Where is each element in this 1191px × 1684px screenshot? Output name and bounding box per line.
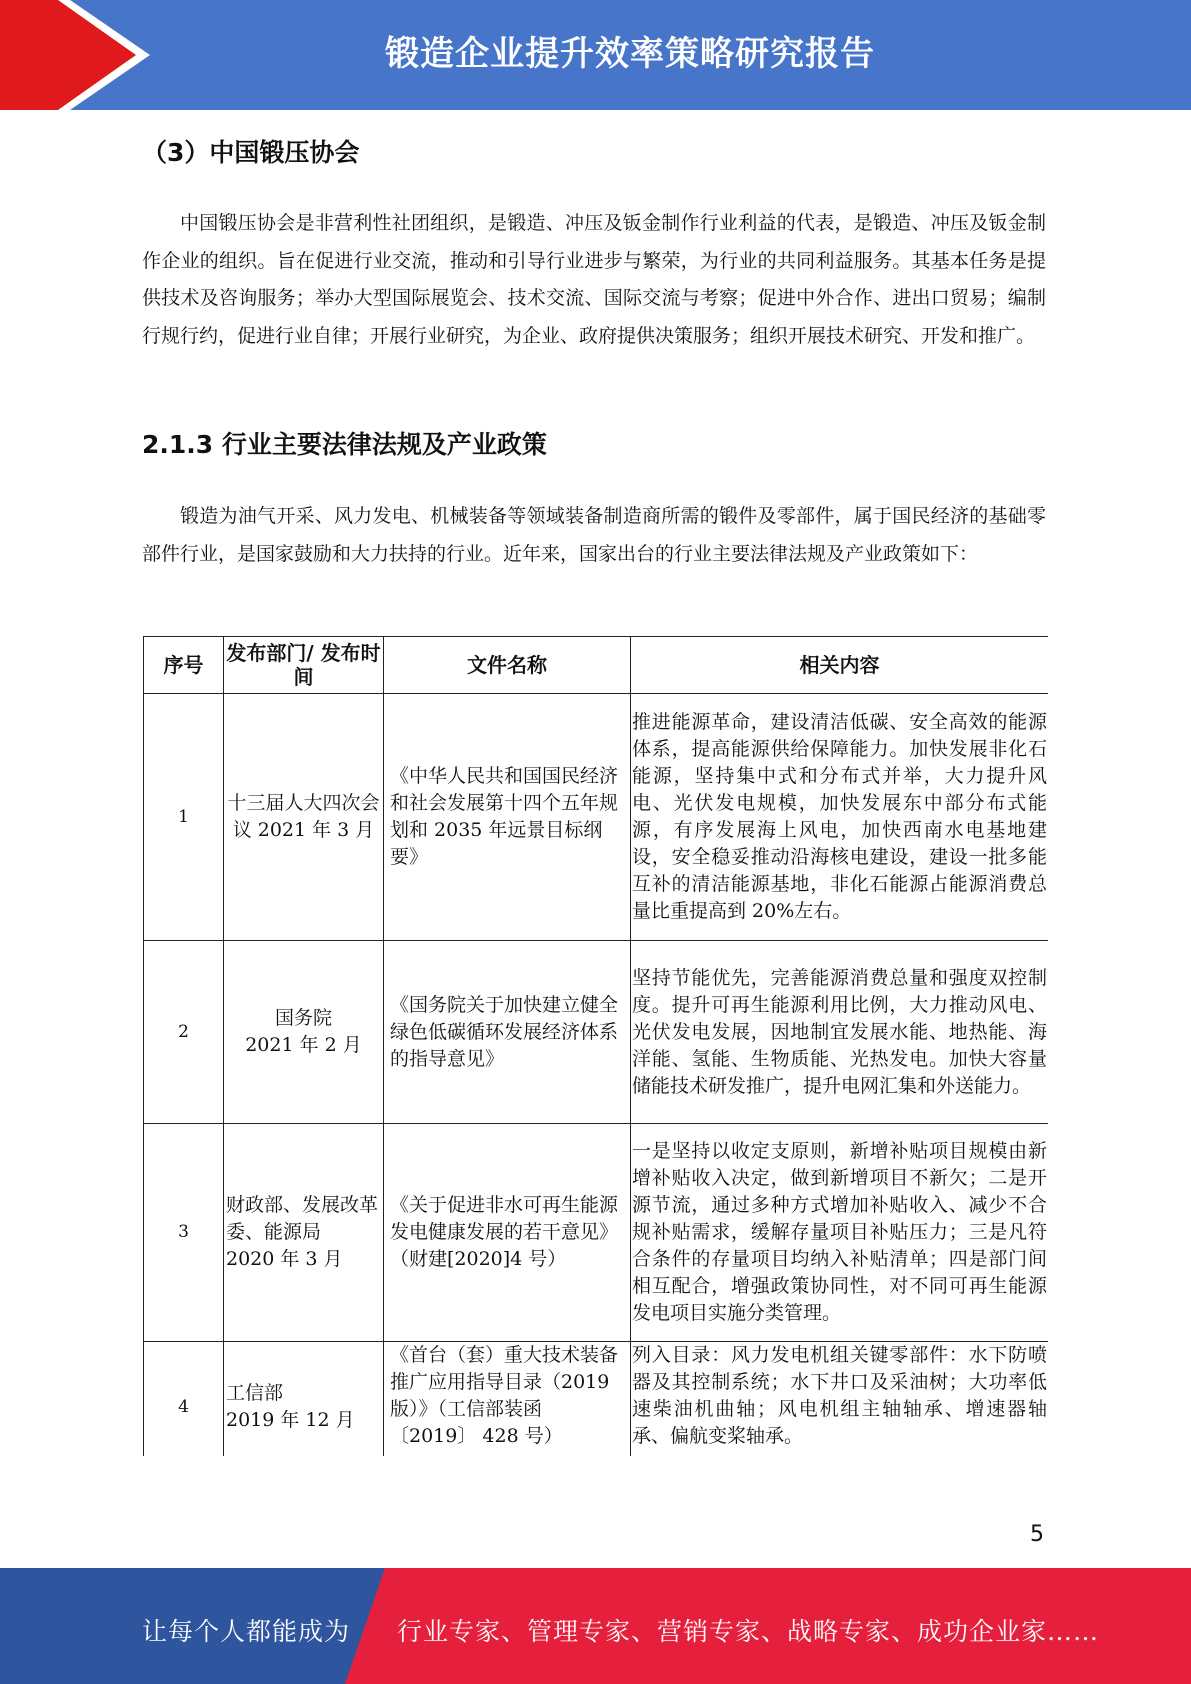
section-heading: （3）中国锻压协会 <box>142 138 360 167</box>
header-banner <box>0 0 1191 110</box>
row-content: 一是坚持以收定支原则，新增补贴项目规模由新增补贴收入决定，做到新增项目不新欠；二是开源节流，通过多种方式增加补贴收入、减少不合规补贴需求，缓解存量项目补贴压力；三是凡符合条件的存量项目均纳入补贴清单；四是部门间相互配合，增强政策协同性，对不同可再生能源发电项目实施分类管理。 <box>631 1124 1049 1342</box>
row-no: 1 <box>144 694 224 941</box>
policy-table-wrapper <box>143 636 1048 1456</box>
row-dept: 国务院 2021 年 2 月 <box>224 941 384 1124</box>
table-row <box>144 941 1049 1124</box>
subsection-paragraph: 锻造为油气开采、风力发电、机械装备等领域装备制造商所需的锻件及零部件，属于国民经济的基础零部件行业，是国家鼓励和大力扶持的行业。近年来，国家出台的行业主要法律法规及产业政策如下： <box>142 505 1046 565</box>
row-no: 2 <box>144 941 224 1124</box>
table-row <box>144 1124 1049 1342</box>
row-dept: 财政部、发展改革委、能源局 2020 年 3 月 <box>224 1124 384 1342</box>
report-title: 锻造企业提升效率策略研究报告 <box>385 34 875 74</box>
policy-table <box>143 636 1048 1456</box>
table-header-row <box>144 637 1049 694</box>
col-header-content: 相关内容 <box>631 637 1049 694</box>
footer-slogan-left: 让每个人都能成为 <box>142 1617 351 1646</box>
row-dept: 十三届人大四次会议 2021 年 3 月 <box>224 694 384 941</box>
row-dept: 工信部 2019 年 12 月 <box>224 1342 384 1457</box>
row-content: 推进能源革命，建设清洁低碳、安全高效的能源体系，提高能源供给保障能力。加快发展非化石能源，坚持集中式和分布式并举，大力提升风电、光伏发电规模，加快发展东中部分布式能源，有序发展海上风电，加快西南水电基地建设，安全稳妥推动沿海核电建设，建设一批多能互补的清洁能源基地，非化石能源占能源消费总量比重提高到 20%左右。 <box>631 694 1049 941</box>
col-header-dept: 发布部门/ 发布时间 <box>224 637 384 694</box>
row-no: 3 <box>144 1124 224 1342</box>
col-header-no: 序号 <box>144 637 224 694</box>
row-no: 4 <box>144 1342 224 1457</box>
subsection-heading: 2.1.3 行业主要法律法规及产业政策 <box>142 430 547 459</box>
page-number: 5 <box>1030 1522 1044 1547</box>
table-row <box>144 694 1049 941</box>
footer-banner <box>0 1568 1191 1684</box>
row-content: 列入目录：风力发电机组关键零部件：水下防喷器及其控制系统；水下井口及采油树；大功率低速柴油机曲轴；风电机组主轴轴承、增速器轴承、偏航变桨轴承。 <box>631 1342 1049 1457</box>
row-doc: 《中华人民共和国国民经济和社会发展第十四个五年规划和 2035 年远景目标纲要》 <box>384 694 631 941</box>
row-content: 坚持节能优先，完善能源消费总量和强度双控制度。提升可再生能源利用比例，大力推动风电、光伏发电发展，因地制宜发展水能、地热能、海洋能、氢能、生物质能、光热发电。加快大容量储能技术研发推广，提升电网汇集和外送能力。 <box>631 941 1049 1124</box>
footer-slogan-right: 行业专家、管理专家、营销专家、战略专家、成功企业家…… <box>397 1617 1100 1646</box>
row-doc: 《关于促进非水可再生能源发电健康发展的若干意见》 （财建[2020]4 号） <box>384 1124 631 1342</box>
section-paragraph: 中国锻压协会是非营利性社团组织，是锻造、冲压及钣金制作行业利益的代表，是锻造、冲压及钣金制作企业的组织。旨在促进行业交流，推动和引导行业进步与繁荣，为行业的共同利益服务。其基本任务是提供技术及咨询服务；举办大型国际展览会、技术交流、国际交流与考察；促进中外合作、进出口贸易；编制行规行约，促进行业自律；开展行业研究，为企业、政府提供决策服务；组织开展技术研究、开发和推广。 <box>142 212 1046 347</box>
row-doc: 《首台（套）重大技术装备推广应用指导目录（2019 版）》（工信部装函〔2019〕 428 号） <box>384 1342 631 1457</box>
row-doc: 《国务院关于加快建立健全绿色低碳循环发展经济体系的指导意见》 <box>384 941 631 1124</box>
table-row <box>144 1342 1049 1457</box>
col-header-doc: 文件名称 <box>384 637 631 694</box>
